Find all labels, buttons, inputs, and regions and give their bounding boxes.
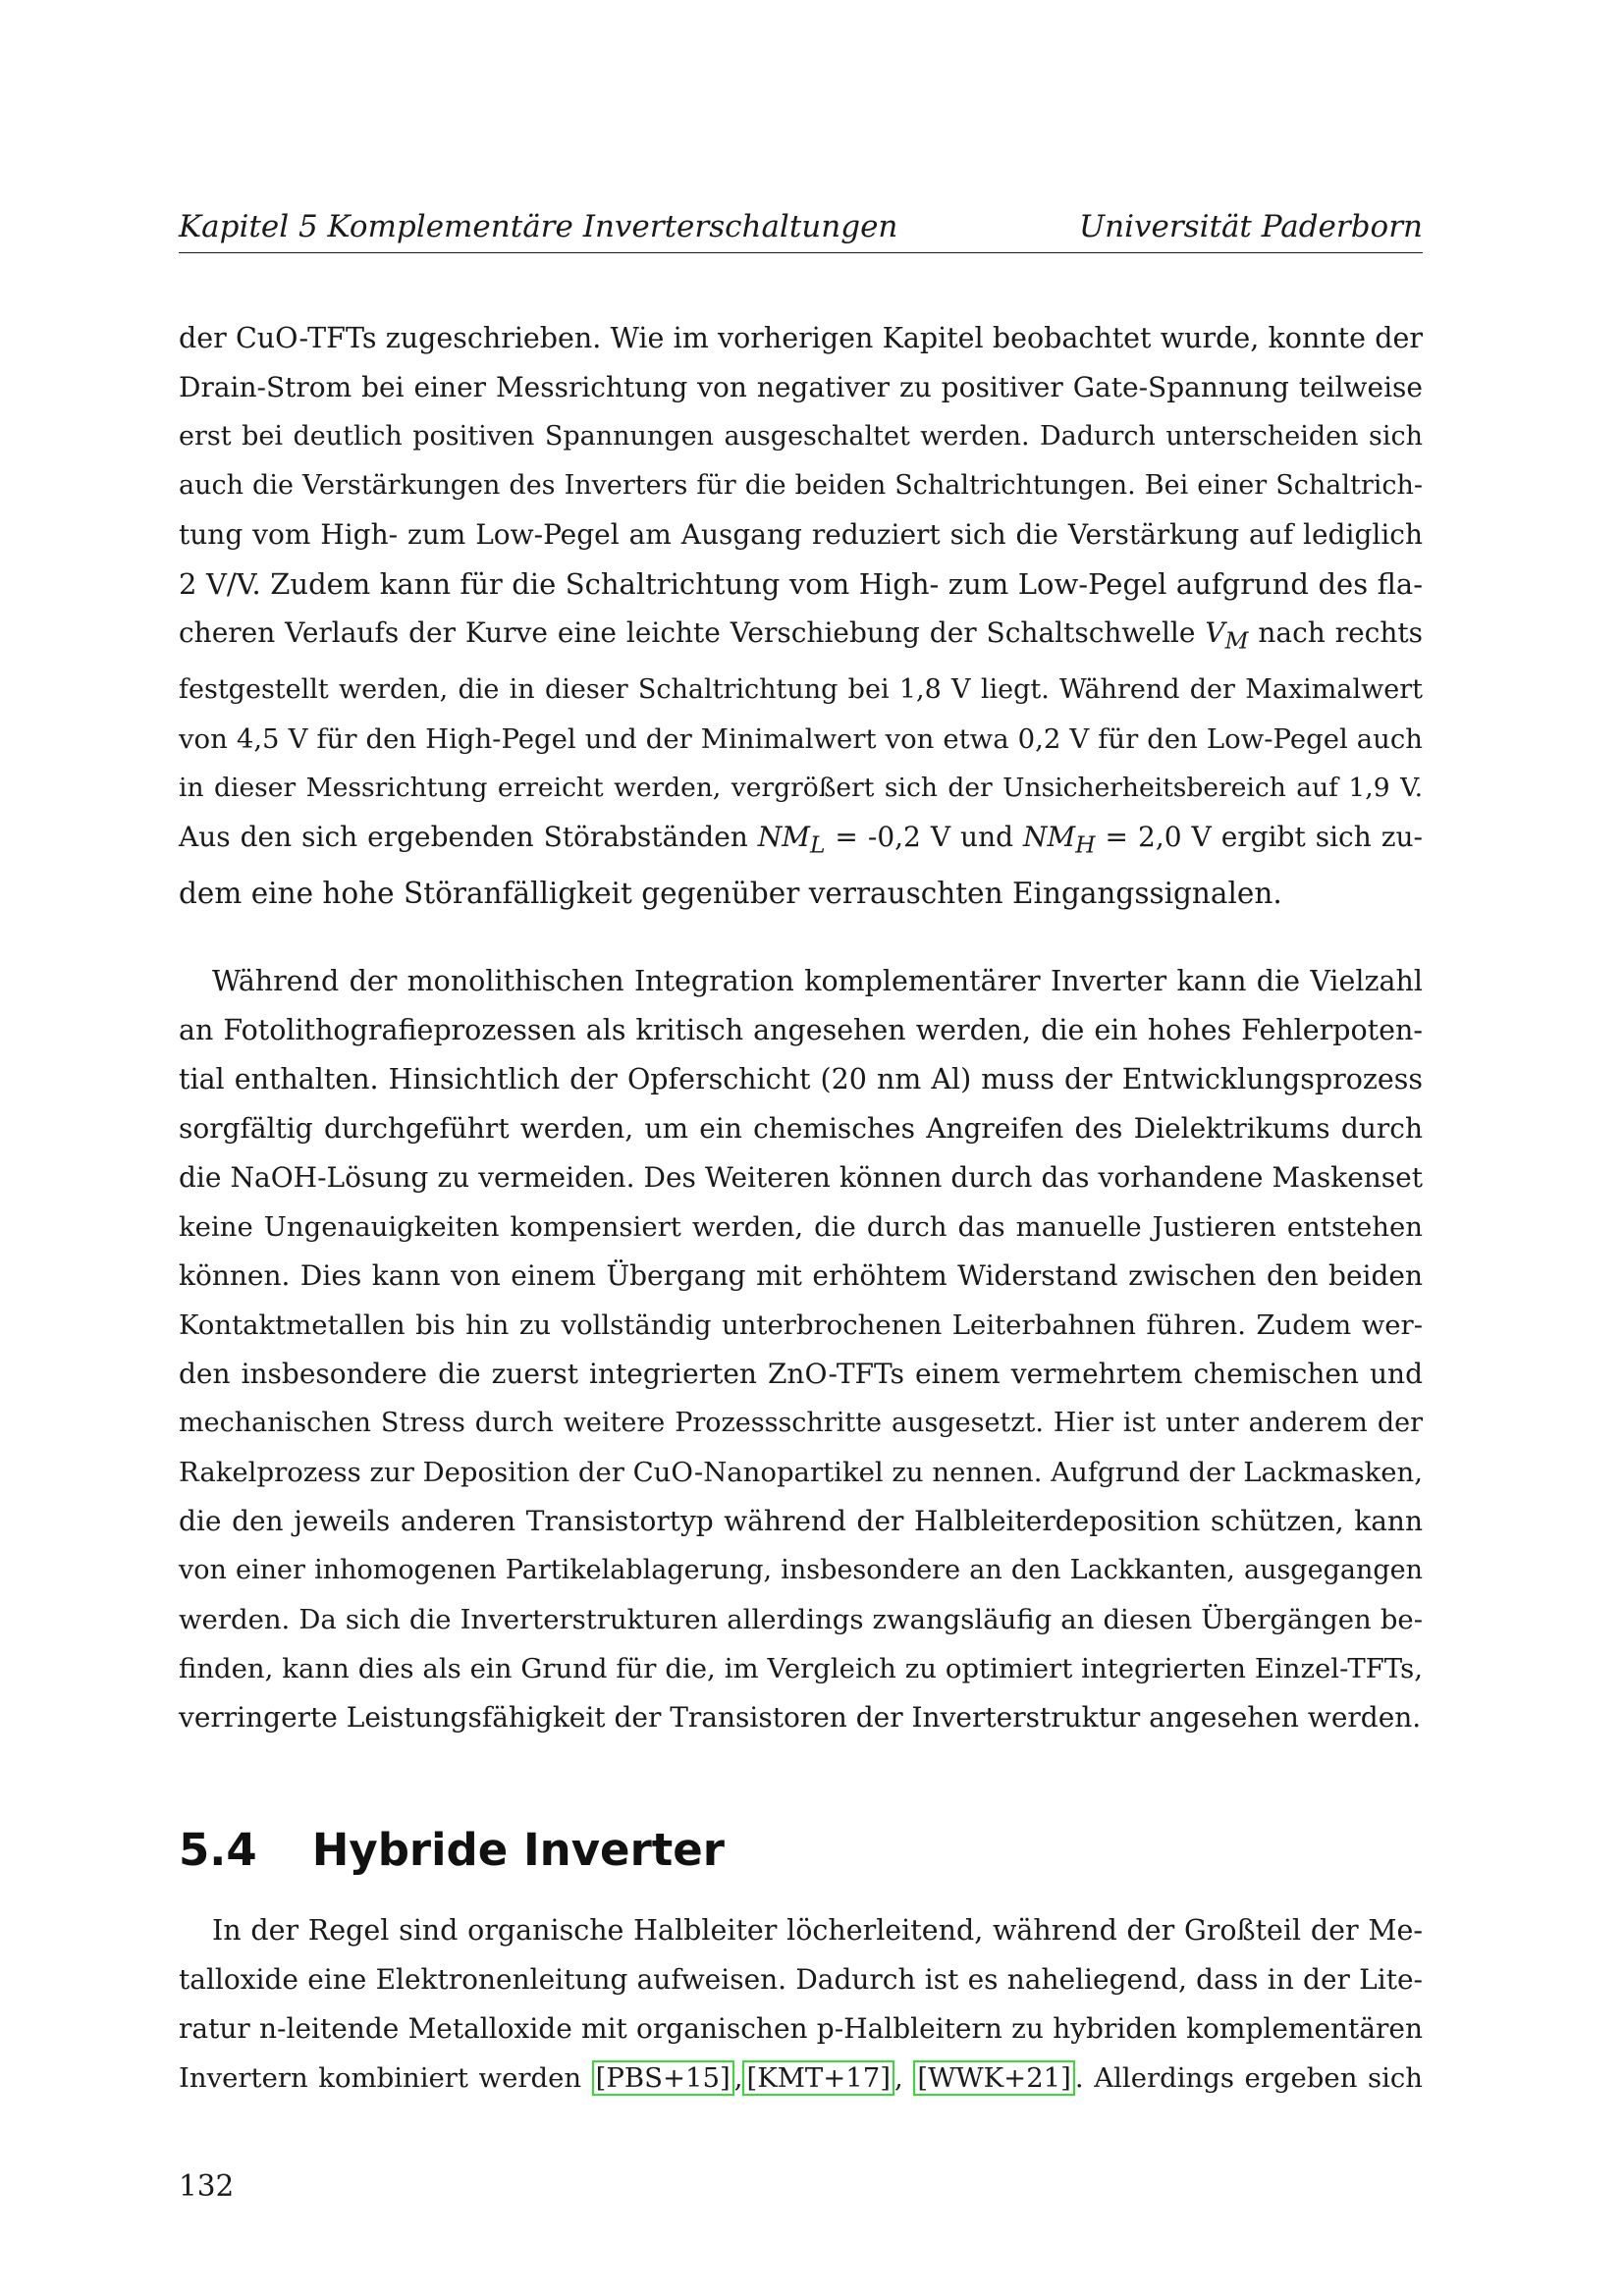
text-line: Kontaktmetallen bis hin zu vollständig unterbrochenen Leiterbahnen führen. Zudem wer- (179, 1309, 1423, 1341)
citation-link[interactable]: [PBS+15] (592, 2060, 734, 2096)
text-line: an Fotolithografieprozessen als kritisch angesehen werden, die ein hohes Fehlerpoten- (179, 1014, 1423, 1046)
text-segment: . Allerdings ergeben sich (1074, 2062, 1423, 2094)
text-line (179, 813, 1423, 870)
text-line: keine Ungenauigkeiten kompensiert werden, die durch das manuelle Justieren entstehen (179, 1211, 1423, 1243)
text-line: in dieser Messrichtung erreicht werden, vergrößert sich der Unsicherheitsbereich auf 1,9 V. (179, 772, 1423, 803)
text-line: die den jeweils anderen Transistortyp während der Halbleiterdeposition schützen, kann (179, 1505, 1423, 1537)
text-line: dem eine hohe Störanfälligkeit gegenüber verrauschten Eingangssignalen. (179, 877, 1282, 911)
text-segment: nach rechts (1248, 616, 1423, 649)
text-line: Drain-Strom bei einer Messrichtung von negativer zu positiver Gate-Spannung teilweise (179, 371, 1423, 403)
text-line: 2 V/V. Zudem kann für die Schaltrichtung vom High- zum Low-Pegel aufgrund des fla- (179, 567, 1423, 601)
text-line: Rakelprozess zur Deposition der CuO-Nanopartikel zu nennen. Aufgrund der Lackmasken, (179, 1457, 1423, 1488)
math-vm: $V_M$ (1205, 616, 1249, 655)
text-line: auch die Verstärkungen des Inverters für die beiden Schaltrichtungen. Bei einer Schaltrich- (179, 470, 1423, 501)
text-line: mechanischen Stress durch weitere Prozessschritte ausgesetzt. Hier ist unter anderem der (179, 1408, 1423, 1438)
section-heading (179, 1824, 725, 1876)
header-university: Universität Paderborn (1078, 209, 1423, 244)
text-line: finden, kann dies als ein Grund für die, im Vergleich zu optimiert integrierten Einzel-TFTs, (179, 1653, 1423, 1684)
citation-link[interactable]: [KMT+17] (742, 2060, 894, 2096)
text-line: tial enthalten. Hinsichtlich der Opferschicht (20 nm Al) muss der Entwicklungsprozess (179, 1063, 1423, 1095)
text-segment: = -0,2 V und (825, 820, 1024, 853)
text-line: die NaOH-Lösung zu vermeiden. Des Weiteren können durch das vorhandene Maskenset (179, 1161, 1423, 1194)
section-title: Hybride Inverter (311, 1824, 725, 1876)
paragraph-3 (179, 1906, 1423, 2103)
text-line: Während der monolithischen Integration komplementärer Inverter kann die Vielzahl (212, 965, 1423, 997)
text-line: den insbesondere die zuerst integrierten ZnO-TFTs einem vermehrtem chemischen und (179, 1358, 1423, 1390)
text-segment: cheren Verlaufs der Kurve eine leichte Verschiebung der Schaltschwelle (179, 616, 1196, 649)
math-nmh: $NM_H$ (1023, 820, 1096, 859)
text-line: Invertern kombiniert werden [PBS+15] , [KMT+17] , [WWK+21] . Allerdings ergeben sich (179, 2062, 1423, 2094)
header-chapter: Kapitel 5 Komplementäre Inverterschaltungen (179, 209, 898, 244)
text-line: tung vom High- zum Low-Pegel am Ausgang reduziert sich die Verstärkung auf lediglich (179, 518, 1423, 551)
page-number: 132 (179, 2169, 235, 2203)
text-segment: Aus den sich ergebenden Störabständen (179, 820, 748, 853)
text-line: von einer inhomogenen Partikelablagerung, insbesondere an den Lackkanten, ausgegangen (179, 1555, 1423, 1585)
text-segment: = 2,0 V ergibt sich zu- (1095, 820, 1423, 853)
running-header (179, 209, 1423, 253)
text-line: sorgfältig durchgeführt werden, um ein chemisches Angreifen des Dielektrikums durch (179, 1112, 1423, 1145)
paragraph-1 (179, 314, 1423, 918)
text-line: verringerte Leistungsfähigkeit der Transistoren der Inverterstruktur angesehen werden. (179, 1701, 1422, 1734)
text-line: der CuO-TFTs zugeschrieben. Wie im vorherigen Kapitel beobachtet wurde, konnte der (179, 322, 1423, 354)
text-line: In der Regel sind organische Halbleiter löcherleitend, während der Großteil der Me- (212, 1914, 1423, 1947)
text-segment: Invertern kombiniert werden (179, 2062, 582, 2094)
text-line: erst bei deutlich positiven Spannungen ausgeschaltet werden. Dadurch unterscheiden sich (179, 421, 1423, 452)
section-number: 5.4 (179, 1824, 257, 1876)
text-line: werden. Da sich die Inverterstrukturen allerdings zwangsläufig an diesen Übergängen be- (179, 1604, 1423, 1635)
text-line: talloxide eine Elektronenleitung aufweisen. Dadurch ist es naheliegend, dass in der Lite- (179, 1963, 1423, 1996)
paragraph-2 (179, 957, 1423, 1742)
text-line: ratur n-leitende Metalloxide mit organischen p-Halbleitern zu hybriden komplementären (179, 2012, 1423, 2045)
text-line: von 4,5 V für den High-Pegel und der Minimalwert von etwa 0,2 V für den Low-Pegel auch (179, 722, 1423, 755)
text-line: können. Dies kann von einem Übergang mit erhöhtem Widerstand zwischen den beiden (179, 1259, 1423, 1292)
text-line: festgestellt werden, die in dieser Schaltrichtung bei 1,8 V liegt. Während der Maximalwert (179, 673, 1423, 705)
math-nml: $NM_L$ (757, 820, 826, 859)
text-line (179, 609, 1423, 666)
citation-link[interactable]: [WWK+21] (913, 2060, 1075, 2096)
